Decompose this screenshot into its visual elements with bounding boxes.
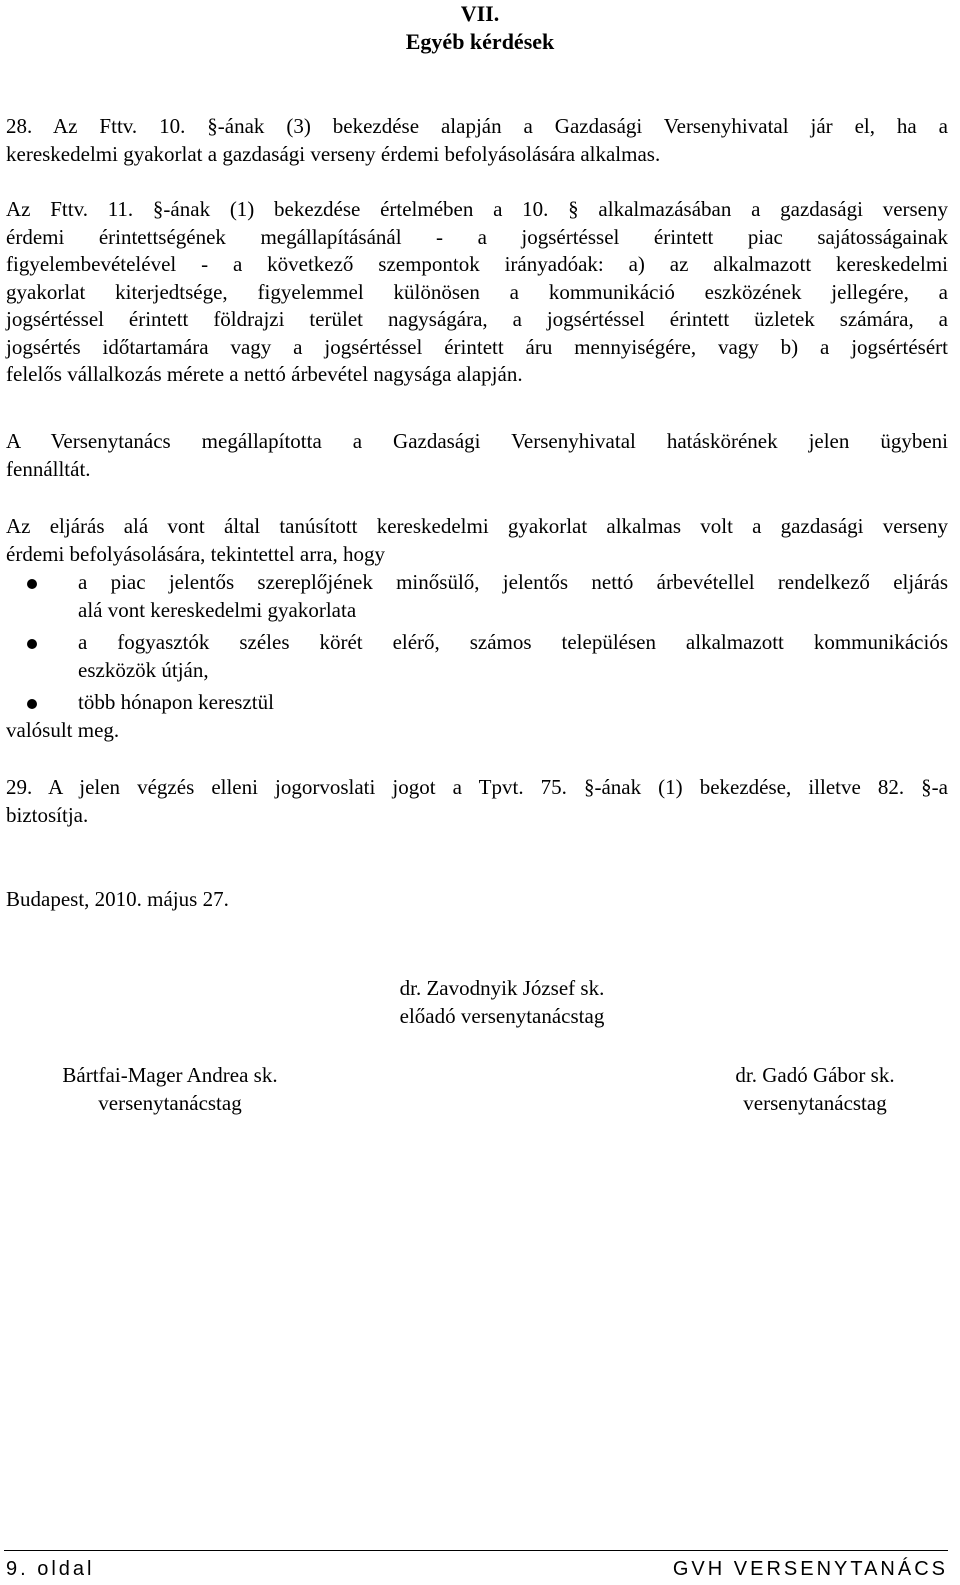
left-member-name: Bártfai-Mager Andrea sk. — [62, 1063, 278, 1087]
list-item-line: a piac jelentős szereplőjének minősülő, jelentős nettó árbevétellel rendelkező eljárás — [78, 570, 948, 594]
paragraph-capable-cont — [6, 541, 948, 569]
paragraph-competence-cont — [6, 456, 948, 484]
list-item — [78, 689, 948, 717]
paragraph-line: figyelembevételével - a következő szempontok irányadóak: a) az alkalmazott kereskedelmi — [6, 252, 948, 276]
list-item-line: több hónapon keresztül — [78, 690, 274, 714]
list-item — [78, 629, 948, 657]
footer-page-number: 9. oldal — [6, 1558, 95, 1580]
list-item-line: alá vont kereskedelmi gyakorlata — [78, 598, 357, 622]
list-item-cont — [78, 597, 948, 625]
paragraph-line: A Versenytanács megállapította a Gazdasági Versenyhivatal hatáskörének jelen ügybeni — [6, 429, 948, 453]
paragraph-competence — [6, 428, 948, 456]
footer-organization: GVH VERSENYTANÁCS — [672, 1558, 948, 1580]
paragraph-line: biztosítja. — [6, 803, 89, 827]
paragraph-29-cont — [6, 802, 948, 830]
left-member-role: versenytanácstag — [98, 1091, 242, 1115]
section-title: Egyéb kérdések — [405, 29, 555, 54]
paragraph-29 — [6, 774, 948, 802]
paragraph-fttv11-last — [6, 361, 948, 389]
realised-text: valósult meg. — [6, 718, 120, 742]
bullet-icon — [27, 579, 37, 589]
paragraph-capable — [6, 513, 948, 541]
paragraph-line: felelős vállalkozás mérete a nettó árbevétel nagysága alapján. — [6, 362, 523, 386]
footer-divider — [4, 1550, 948, 1551]
bullet-icon — [27, 639, 37, 649]
paragraph-28-line: 28. Az Fttv. 10. §-ának (3) bekezdése alapján a Gazdasági Versenyhivatal jár el, ha a — [6, 114, 948, 138]
list-item-line: eszközök útján, — [78, 658, 209, 682]
paragraph-28-cont — [6, 141, 948, 169]
paragraph-line: érdemi befolyásolására, tekintettel arra, hogy — [6, 542, 386, 566]
paragraph-line: jogsértéssel érintett földrajzi terület nagyságára, a jogsértéssel érintett üzletek számára, a — [6, 307, 948, 331]
paragraph-fttv11 — [6, 196, 948, 361]
paragraph-line: fennálltát. — [6, 457, 91, 481]
list-item-line: a fogyasztók széles körét elérő, számos településen alkalmazott kommunikációs — [78, 630, 948, 654]
paragraph-line: Az eljárás alá vont által tanúsított kereskedelmi gyakorlat alkalmas volt a gazdasági verseny — [6, 514, 948, 538]
paragraph-line: gyakorlat kiterjedtsége, figyelemmel különösen a kommunikáció eszközének jellegére, a — [6, 279, 948, 304]
rapporteur-role: előadó versenytanácstag — [399, 1004, 605, 1028]
right-member-role: versenytanácstag — [743, 1091, 887, 1115]
paragraph-line: érdemi érintettségének megállapításánál - a jogsértéssel érintett piac sajátosságainak — [6, 224, 948, 249]
rapporteur-name: dr. Zavodnyik József sk. — [399, 976, 605, 1000]
list-item-cont — [78, 657, 948, 685]
paragraph-line: 29. A jelen végzés elleni jogorvoslati jogot a Tpvt. 75. §-ának (1) bekezdése, illetve 82. §-a — [6, 775, 948, 799]
section-number: VII. — [460, 1, 500, 26]
bullet-icon — [27, 699, 37, 709]
paragraph-28 — [6, 113, 948, 141]
paragraph-28-line: kereskedelmi gyakorlat a gazdasági verseny érdemi befolyásolására alkalmas. — [6, 142, 661, 166]
right-member-name: dr. Gadó Gábor sk. — [735, 1063, 895, 1087]
paragraph-line: jogsértés időtartamára vagy a jogsértéssel érintett áru mennyiségére, vagy b) a jogsértésért — [6, 334, 948, 359]
place-date: Budapest, 2010. május 27. — [6, 887, 229, 911]
paragraph-line: Az Fttv. 11. §-ának (1) bekezdése értelmében a 10. § alkalmazásában a gazdasági verseny — [6, 197, 948, 221]
list-item — [78, 569, 948, 597]
